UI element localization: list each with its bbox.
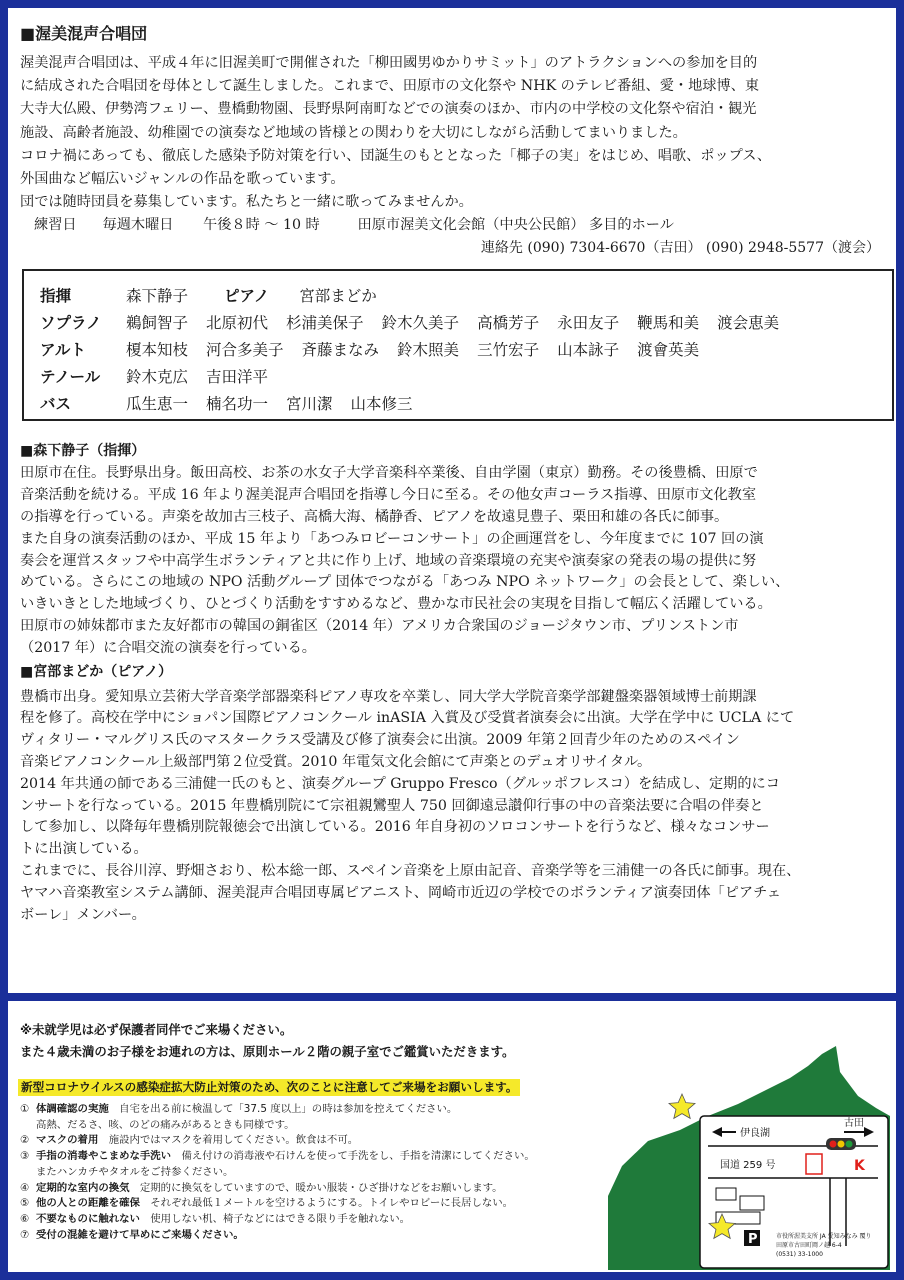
- practice-day: 毎週木曜日: [102, 217, 174, 234]
- members-row-alto: [40, 335, 878, 362]
- practice-label: 練習日: [34, 217, 77, 234]
- covid-rule: [20, 1149, 620, 1165]
- access-map: [608, 1046, 890, 1270]
- member-name: 鈴木久美子: [381, 313, 460, 332]
- bio-line: 2014 年共通の師である三浦健一氏のもと、演奏グループ Gruppo Fresco（グルッポフレスコ）を結成し、定期的にコ: [20, 775, 780, 792]
- bio-line: 音楽活動を続ける。平成 16 年より渥美混声合唱団を指導し今日に至る。その他女声コーラス指導、田原市文化教室: [20, 487, 757, 504]
- rule-number: ⑦: [20, 1228, 30, 1241]
- members-row-soprano: [40, 308, 878, 335]
- covid-rule: [20, 1165, 620, 1181]
- bio-line: 豊橋市出身。愛知県立芸術大学音楽学部器楽科ピアノ専攻を卒業し、同大学大学院音楽学部鍵盤楽器領域博士前期課: [20, 688, 757, 705]
- members-box: [22, 269, 894, 421]
- map-caption-2: 田原市古田町岡ノ越 6-4: [776, 1242, 842, 1249]
- bio-line: 田原市の姉妹都市また友好都市の韓国の銅雀区（2014 年）アメリカ合衆国のジョージタウン市、プリンストン市: [20, 618, 739, 634]
- top-panel: [8, 8, 896, 993]
- covid-heading: 新型コロナウイルスの感染症拡大防止対策のため、次のことに注意してご来場をお願いします。: [18, 1079, 520, 1096]
- miyabe-heading: ■宮部まどか（ピアノ）: [20, 663, 173, 680]
- rule-title: 定期的な室内の換気: [36, 1181, 130, 1194]
- bio-line: の指導を行っている。声楽を故加古三枝子、高橋大海、橘静香、ピアノを故遠見豊子、栗田和雄の各氏に師事。: [20, 509, 729, 526]
- contact-info: 連絡先 (090) 7304-6670（吉田） (090) 2948-5577（渡会）: [480, 240, 880, 257]
- member-name: 斉藤まなみ: [301, 340, 380, 359]
- rule-number: ①: [20, 1103, 30, 1115]
- bio-line: 田原市在住。長野県出身。飯田高校、お茶の水女子大学音楽科卒業後、自由学園（東京）勤務。その後豊橋、田原で: [20, 465, 758, 482]
- members-row-conductor: [40, 281, 878, 308]
- member-name: 宮川潔: [286, 394, 333, 413]
- road-right-label: 古田: [844, 1118, 864, 1129]
- rule-text: 施設内ではマスクを着用してください。飲食は不可。: [108, 1134, 359, 1147]
- choir-heading: ■渥美混声合唱団: [20, 24, 148, 43]
- rule-title: 受付の混雑を避けて早めにご来場ください。: [36, 1228, 239, 1241]
- choir-line: 施設、高齢者施設、幼稚園での演奏など地域の皆様との関わりを大切にしながら活動してまいりました。: [20, 124, 687, 141]
- map-caption-3: (0531) 33-1000: [776, 1251, 823, 1258]
- rule-title: 体調確認の実施: [36, 1103, 109, 1115]
- bottom-panel: [8, 1001, 896, 1272]
- member-name: 鵜飼智子: [126, 313, 189, 332]
- bio-line: いきいきとした地域づくり、ひとづくり活動をすすめるなど、豊かな市民社会の実現を目指して幅広く活躍している。: [20, 596, 772, 613]
- member-name: 鈴木克広: [126, 367, 189, 386]
- rule-title: 手指の消毒やこまめな手洗い: [36, 1150, 172, 1163]
- rule-number: ⑥: [20, 1212, 30, 1225]
- member-name: 鞭馬和美: [637, 313, 700, 332]
- choir-line: 外国曲など幅広いジャンルの作品を歌っています。: [20, 171, 345, 188]
- member-name: 渡会恵美: [717, 313, 780, 332]
- covid-rule: [20, 1212, 620, 1228]
- bio-line: ンサートを行なっている。2015 年豊橋別院にて宗祖親鸞聖人 750 回御遠忌讃仰行事の中の音楽法要に合唱の伴奏と: [20, 797, 764, 814]
- rule-number: ③: [20, 1150, 30, 1163]
- role-tenor: テノール: [40, 367, 101, 386]
- member-name: 永田友子: [557, 313, 620, 332]
- bio-line: めている。さらにこの地域の NPO 活動グループ 団体でつながる「あつみ NPO ネットワーク」の会長として、楽しい、: [20, 574, 790, 591]
- covid-rule: [20, 1133, 620, 1149]
- member-name: 森下静子: [126, 286, 189, 305]
- member-name: 三竹宏子: [477, 340, 540, 359]
- member-name: 北原初代: [206, 313, 269, 332]
- member-name: 渡會英美: [637, 340, 700, 359]
- rule-number: ④: [20, 1181, 30, 1194]
- practice-time: 午後８時 ～ 10 時: [203, 217, 320, 234]
- notice-line-1: ※未就学児は必ず保護者同伴でご来場ください。: [20, 1022, 293, 1037]
- rule-text: 高熱、だるさ、咳、のどの痛みがあるときも同様です。: [36, 1118, 295, 1131]
- member-name: 河合多美子: [206, 340, 284, 359]
- miyabe-bio: [20, 687, 886, 927]
- bio-line: ヴィタリー・マルグリス氏のマスタークラス受講及び修了演奏会に出演。2009 年第２回青少年のためのスペイン: [20, 732, 740, 749]
- role-conductor: 指揮: [40, 286, 72, 305]
- member-name: 山本詠子: [557, 340, 620, 359]
- covid-rules: [20, 1102, 620, 1243]
- road-left-label: 伊良湖: [740, 1128, 770, 1139]
- traffic-signal-icon: [826, 1138, 856, 1150]
- member-name: 高橋芳子: [477, 313, 540, 332]
- rule-text: 自宅を出る前に検温して「37.5 度以上」の時は参加を控えてください。: [119, 1103, 458, 1115]
- bio-line: 音楽ピアノコンクール上級部門第２位受賞。2010 年電気文化会館にて声楽とのデュオリサイタル。: [20, 753, 652, 770]
- member-name: 杉浦美保子: [286, 313, 364, 332]
- choir-line: 団では随時団員を募集しています。私たちと一緒に歌ってみませんか。: [20, 194, 473, 211]
- choir-line: コロナ禍にあっても、徹底した感染予防対策を行い、団誕生のもととなった「椰子の実」をはじめ、唱歌、ポップス、: [20, 147, 772, 164]
- bio-line: これまでに、長谷川淳、野畑さおり、松本総一郎、スペイン音楽を上原由記音、音楽学等を三浦健一の各氏に師事。現在、: [20, 862, 801, 879]
- parking-label: P: [748, 1232, 758, 1247]
- rule-text: それぞれ最低１メートルを空けるようにする。トイレやロビーに長居しない。: [150, 1197, 514, 1210]
- members-row-bass: [40, 389, 878, 416]
- covid-rule: [20, 1228, 620, 1244]
- bio-line: トに出演している。: [20, 841, 148, 858]
- covid-rule: [20, 1181, 620, 1197]
- practice-info: [20, 214, 886, 237]
- morishita-bio: [20, 463, 886, 659]
- choir-line: 渥美混声合唱団は、平成４年に旧渥美町で開催された「柳田國男ゆかりサミット」のアトラクションへの参加を目的: [20, 55, 758, 71]
- role-alto: アルト: [40, 340, 86, 359]
- practice-place: 田原市渥美文化会館（中央公民館） 多目的ホール: [357, 217, 674, 234]
- member-name: 瓜生恵一: [126, 394, 189, 413]
- member-name: 楠名功一: [206, 394, 269, 413]
- covid-rule: [20, 1102, 620, 1118]
- rule-title: マスクの着用: [36, 1134, 99, 1147]
- covid-rule: [20, 1196, 620, 1212]
- bio-line: ボーレ」メンバー。: [20, 906, 146, 923]
- rule-text: 使用しない机、椅子などにはできる限り手を触れない。: [150, 1212, 411, 1225]
- bio-line: （2017 年）に合唱交流の演奏を行っている。: [20, 639, 316, 656]
- choir-line: 大寺大仏殿、伊勢湾フェリー、豊橋動物園、長野県阿南町などでの演奏のほか、市内の中学校の文化祭や宿泊・観光: [20, 101, 757, 118]
- covid-rule: [20, 1118, 620, 1134]
- route-label: 国道 259 号: [720, 1160, 776, 1171]
- member-name: 鈴木照美: [397, 340, 460, 359]
- bio-line: して参加し、以降毎年豊橋別院報徳会で出演している。2016 年自身初のソロコンサートを行うなど、様々なコンサー: [20, 819, 770, 836]
- role-soprano: ソプラノ: [40, 313, 102, 332]
- child-notice: [20, 1019, 514, 1063]
- rule-text: またハンカチやタオルをご持参ください。: [36, 1165, 234, 1178]
- rule-text: 備え付けの消毒液や石けんを使って手洗をし、手指を清潔にしてください。: [181, 1150, 535, 1163]
- members-row-tenor: [40, 362, 878, 389]
- role-piano: ピアノ: [224, 286, 270, 305]
- member-name: 榎本知枝: [126, 340, 189, 359]
- choir-line: に結成された合唱団を母体として誕生しました。これまで、田原市の文化祭や NHK のテレビ番組、愛・地球博、東: [20, 78, 760, 95]
- rule-number: ②: [20, 1134, 30, 1147]
- rule-title: 他の人との距離を確保: [36, 1197, 140, 1210]
- notice-line-2: また４歳未満のお子様をお連れの方は、原則ホール２階の親子室でご鑑賞いただきます。: [20, 1044, 515, 1059]
- bio-line: また自身の演奏活動のほか、平成 15 年より「あつみロビーコンサート」の企画運営をし、今年度までに 107 回の演: [20, 530, 764, 547]
- rule-text: 定期的に換気をしていますので、暖かい服装・ひざ掛けなどをお願いします。: [139, 1181, 503, 1194]
- member-name: 山本修三: [350, 394, 413, 413]
- member-name: 宮部まどか: [299, 286, 377, 305]
- bio-line: ヤマハ音楽教室システム講師、渥美混声合唱団専属ピアニスト、岡崎市近辺の学校でのボランティア演奏団体「ピアチェ: [20, 884, 782, 901]
- map-caption-1: 市役所渥美支所 JA 愛知みなみ 覆り: [776, 1233, 872, 1240]
- rule-number: ⑤: [20, 1197, 30, 1210]
- bio-line: 程を修了。高校在学中にショパン国際ピアノコンクール inASIA 入賞及び受賞者演奏会に出演。大学在学中に UCLA にて: [20, 710, 795, 727]
- star-icon: [669, 1094, 695, 1118]
- rule-title: 不要なものに触れない: [36, 1212, 140, 1225]
- bio-line: 奏会を運営スタッフや中高学生ボランティアと共に作り上げ、地域の音楽環境の充実や演奏家の発表の場の提供に努: [20, 552, 757, 569]
- morishita-heading: ■森下静子（指揮）: [20, 443, 146, 460]
- role-bass: バス: [40, 394, 72, 413]
- member-name: 吉田洋平: [206, 367, 269, 386]
- shop-label: K: [854, 1158, 865, 1174]
- choir-description: [20, 52, 886, 214]
